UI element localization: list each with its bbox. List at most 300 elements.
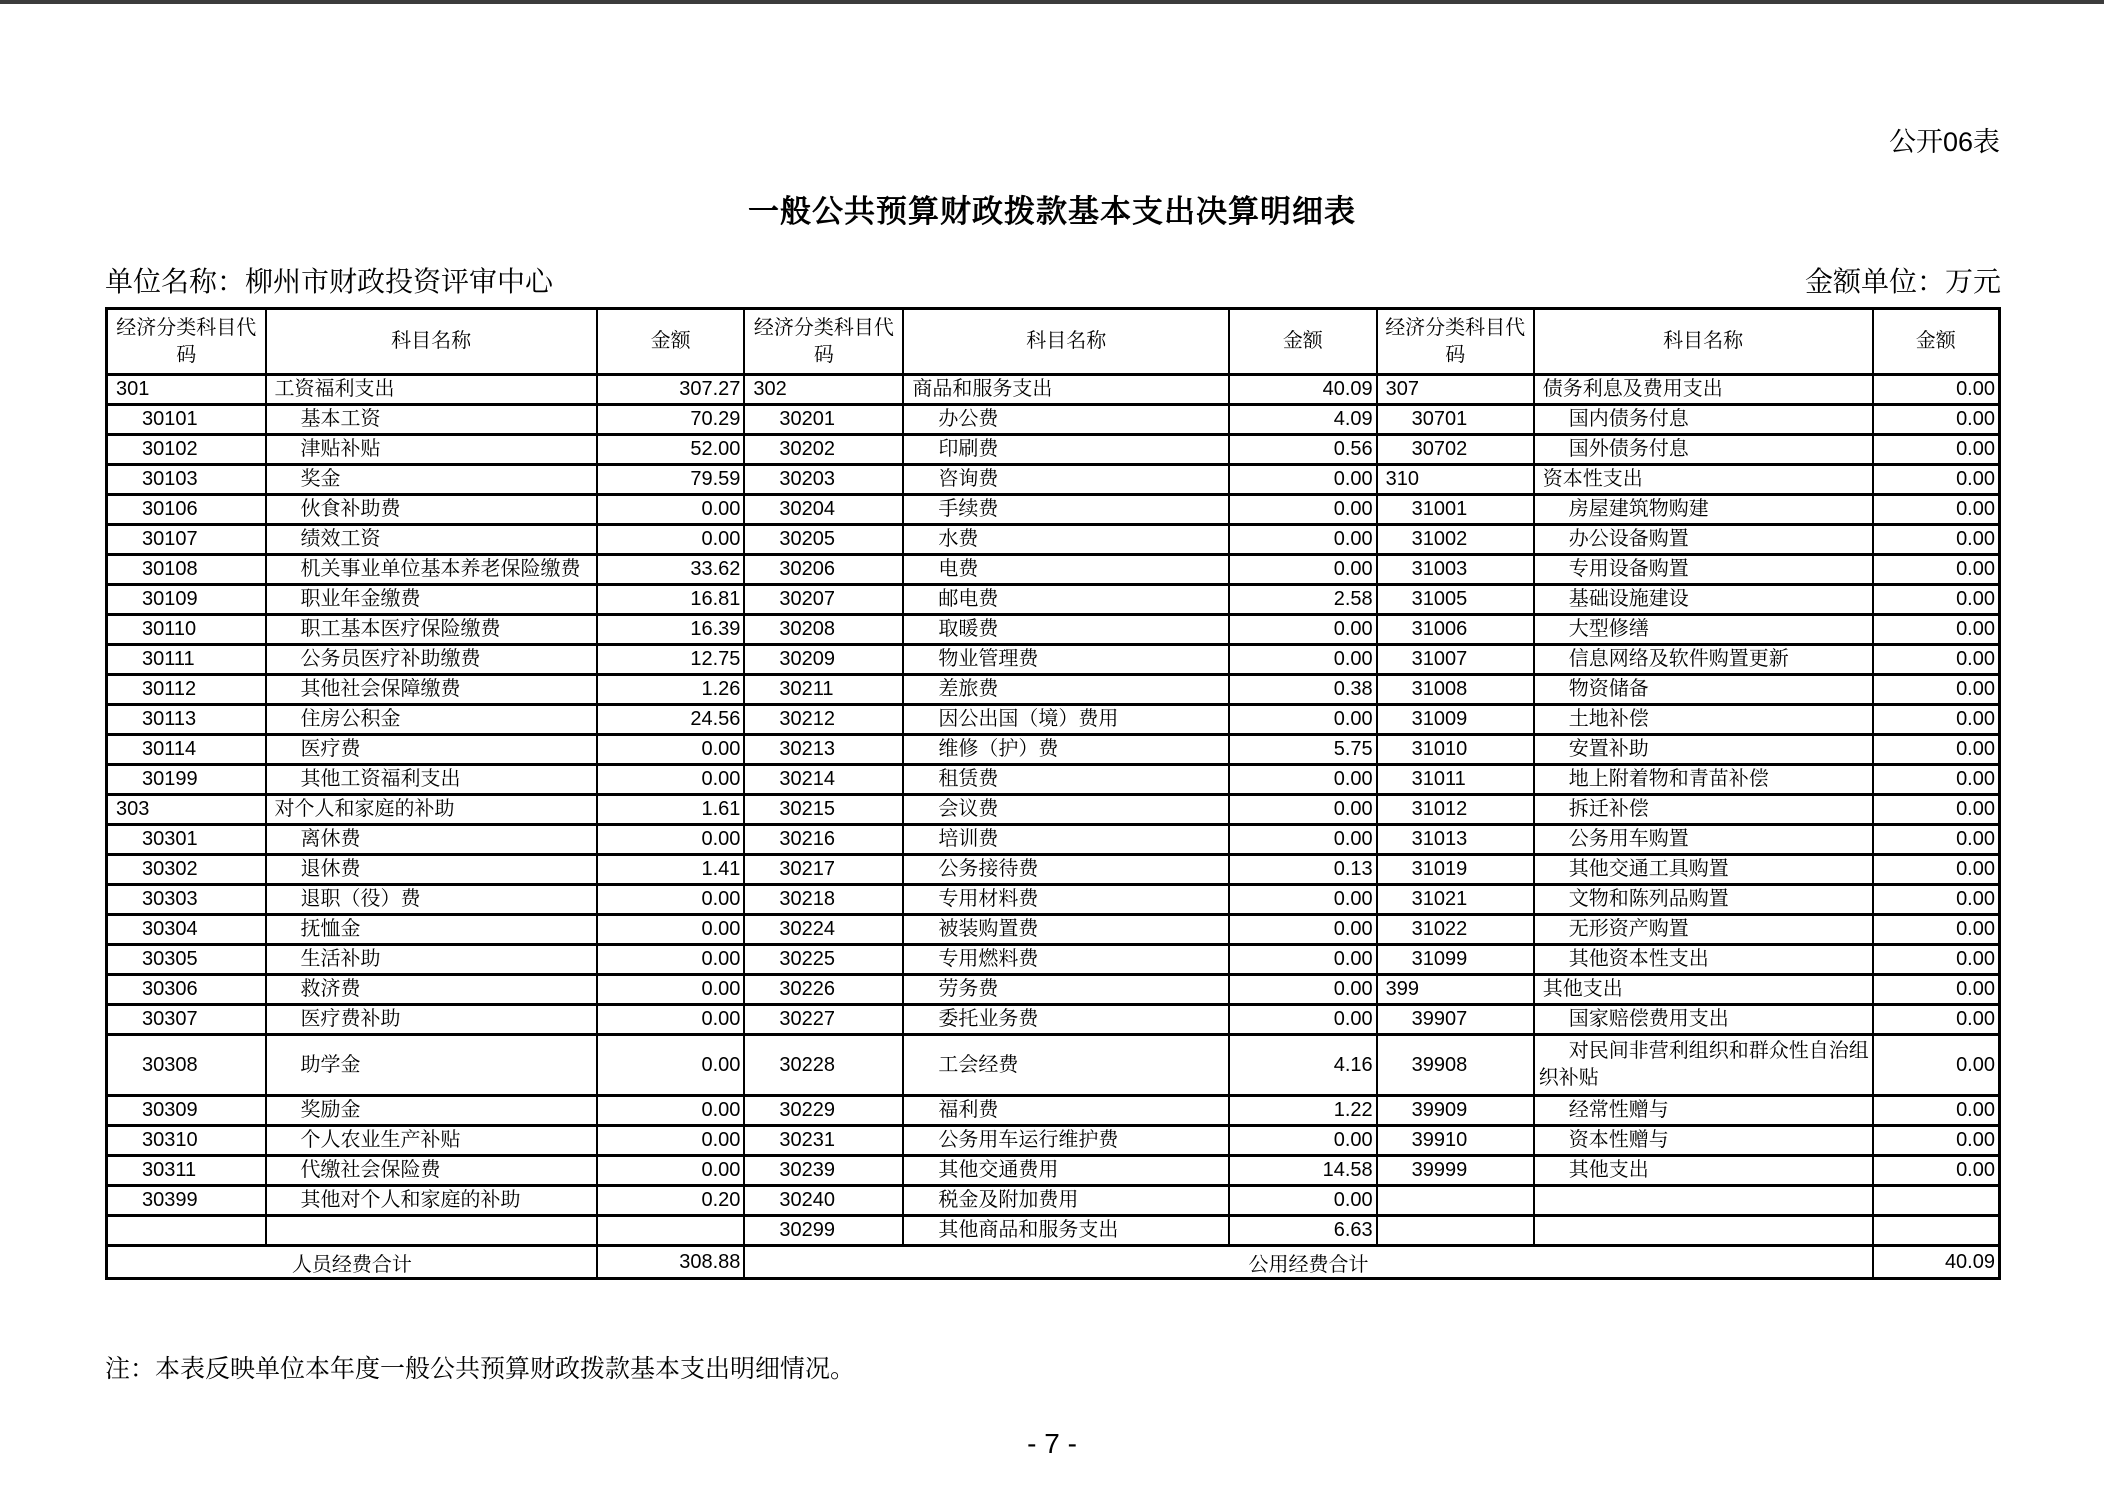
name-cell: 信息网络及软件购置更新 [1534, 645, 1873, 675]
table-row [107, 1126, 2000, 1156]
code-cell: 30204 [744, 495, 903, 525]
name-cell: 办公费 [903, 405, 1229, 435]
code-cell: 30113 [107, 705, 266, 735]
name-cell: 住房公积金 [266, 705, 597, 735]
name-cell: 其他社会保障缴费 [266, 675, 597, 705]
code-cell: 39908 [1377, 1035, 1534, 1096]
code-cell: 31002 [1377, 525, 1534, 555]
amount-cell: 0.00 [597, 1096, 745, 1126]
table-row [107, 1216, 2000, 1246]
name-cell: 对个人和家庭的补助 [266, 795, 597, 825]
name-cell: 其他工资福利支出 [266, 765, 597, 795]
table-row [107, 885, 2000, 915]
code-cell: 30107 [107, 525, 266, 555]
amount-cell: 16.81 [597, 585, 745, 615]
table-row [107, 585, 2000, 615]
code-cell: 30306 [107, 975, 266, 1005]
code-cell: 31019 [1377, 855, 1534, 885]
name-cell [1534, 1186, 1873, 1216]
header-name-3: 科目名称 [1534, 309, 1873, 375]
name-cell: 医疗费 [266, 735, 597, 765]
table-row [107, 465, 2000, 495]
name-cell: 地上附着物和青苗补偿 [1534, 765, 1873, 795]
name-cell: 机关事业单位基本养老保险缴费 [266, 555, 597, 585]
name-cell: 福利费 [903, 1096, 1229, 1126]
code-cell: 30202 [744, 435, 903, 465]
name-cell: 其他支出 [1534, 975, 1873, 1005]
amount-cell: 52.00 [597, 435, 745, 465]
name-cell: 国外债务付息 [1534, 435, 1873, 465]
amount-cell: 0.00 [1873, 1005, 2000, 1035]
amount-cell: 0.00 [1873, 495, 2000, 525]
amount-cell: 0.20 [597, 1186, 745, 1216]
code-cell: 30211 [744, 675, 903, 705]
amount-cell: 0.00 [1873, 765, 2000, 795]
amount-cell: 307.27 [597, 375, 745, 405]
name-cell: 基本工资 [266, 405, 597, 435]
amount-cell: 0.00 [1873, 1096, 2000, 1126]
amount-cell: 5.75 [1229, 735, 1377, 765]
name-cell: 伙食补助费 [266, 495, 597, 525]
code-cell: 30208 [744, 615, 903, 645]
expenditure-table [105, 307, 2001, 1280]
personnel-total-amount: 308.88 [597, 1246, 745, 1279]
amount-cell: 0.00 [1873, 555, 2000, 585]
code-cell: 31012 [1377, 795, 1534, 825]
amount-cell: 0.00 [1229, 705, 1377, 735]
code-cell: 31010 [1377, 735, 1534, 765]
code-cell: 30226 [744, 975, 903, 1005]
name-cell: 资本性支出 [1534, 465, 1873, 495]
totals-row [107, 1246, 2000, 1279]
name-cell: 其他对个人和家庭的补助 [266, 1186, 597, 1216]
name-cell: 劳务费 [903, 975, 1229, 1005]
code-cell: 30112 [107, 675, 266, 705]
amount-cell: 0.00 [1229, 645, 1377, 675]
name-cell: 其他资本性支出 [1534, 945, 1873, 975]
code-cell: 30217 [744, 855, 903, 885]
amount-cell: 0.00 [597, 945, 745, 975]
name-cell: 水费 [903, 525, 1229, 555]
name-cell: 委托业务费 [903, 1005, 1229, 1035]
amount-cell: 0.00 [1873, 585, 2000, 615]
name-cell: 租赁费 [903, 765, 1229, 795]
table-row [107, 945, 2000, 975]
personnel-total-label: 人员经费合计 [107, 1246, 597, 1279]
name-cell: 因公出国（境）费用 [903, 705, 1229, 735]
name-cell: 大型修缮 [1534, 615, 1873, 645]
amount-cell: 12.75 [597, 645, 745, 675]
code-cell: 31009 [1377, 705, 1534, 735]
code-cell: 30108 [107, 555, 266, 585]
name-cell: 咨询费 [903, 465, 1229, 495]
amount-cell: 0.00 [597, 885, 745, 915]
name-cell: 退职（役）费 [266, 885, 597, 915]
code-cell: 30308 [107, 1035, 266, 1096]
amount-cell: 24.56 [597, 705, 745, 735]
amount-cell: 0.00 [1229, 1005, 1377, 1035]
table-row [107, 675, 2000, 705]
amount-cell: 0.00 [597, 1156, 745, 1186]
table-row [107, 975, 2000, 1005]
table-row [107, 1156, 2000, 1186]
table-row [107, 555, 2000, 585]
name-cell: 对民间非营利组织和群众性自治组织补贴 [1534, 1035, 1873, 1096]
code-cell: 30103 [107, 465, 266, 495]
code-cell: 39909 [1377, 1096, 1534, 1126]
amount-cell [597, 1216, 745, 1246]
name-cell: 退休费 [266, 855, 597, 885]
name-cell: 专用材料费 [903, 885, 1229, 915]
name-cell: 被装购置费 [903, 915, 1229, 945]
amount-cell: 0.00 [1873, 675, 2000, 705]
code-cell: 30114 [107, 735, 266, 765]
amount-cell: 0.00 [1873, 975, 2000, 1005]
amount-cell: 33.62 [597, 555, 745, 585]
amount-cell: 0.00 [1873, 375, 2000, 405]
amount-cell: 0.00 [597, 765, 745, 795]
code-cell: 30305 [107, 945, 266, 975]
name-cell: 医疗费补助 [266, 1005, 597, 1035]
amount-cell: 0.00 [1229, 825, 1377, 855]
name-cell: 取暖费 [903, 615, 1229, 645]
code-cell: 30301 [107, 825, 266, 855]
amount-cell: 0.00 [1873, 945, 2000, 975]
name-cell: 其他商品和服务支出 [903, 1216, 1229, 1246]
table-row [107, 495, 2000, 525]
table-row [107, 645, 2000, 675]
amount-cell: 79.59 [597, 465, 745, 495]
amount-cell: 0.00 [597, 525, 745, 555]
code-cell [1377, 1216, 1534, 1246]
amount-cell: 6.63 [1229, 1216, 1377, 1246]
header-row [107, 309, 2000, 375]
public-total-amount: 40.09 [1873, 1246, 2000, 1279]
amount-cell: 1.26 [597, 675, 745, 705]
amount-cell: 0.00 [1873, 405, 2000, 435]
amount-cell: 0.00 [597, 735, 745, 765]
amount-cell: 1.22 [1229, 1096, 1377, 1126]
amount-cell: 0.00 [1873, 525, 2000, 555]
amount-cell: 0.00 [1229, 765, 1377, 795]
name-cell: 代缴社会保险费 [266, 1156, 597, 1186]
code-cell: 30201 [744, 405, 903, 435]
amount-cell: 0.00 [597, 975, 745, 1005]
code-cell: 39999 [1377, 1156, 1534, 1186]
code-cell: 31007 [1377, 645, 1534, 675]
code-cell: 31001 [1377, 495, 1534, 525]
table-body [107, 375, 2000, 1246]
code-cell: 30106 [107, 495, 266, 525]
table-row [107, 405, 2000, 435]
code-cell: 30229 [744, 1096, 903, 1126]
amount-cell: 0.00 [1873, 735, 2000, 765]
code-cell: 30205 [744, 525, 903, 555]
code-cell: 31006 [1377, 615, 1534, 645]
amount-cell: 0.13 [1229, 855, 1377, 885]
name-cell: 公务用车运行维护费 [903, 1126, 1229, 1156]
table-row [107, 375, 2000, 405]
code-cell: 30227 [744, 1005, 903, 1035]
code-cell: 31021 [1377, 885, 1534, 915]
code-cell: 30228 [744, 1035, 903, 1096]
name-cell: 会议费 [903, 795, 1229, 825]
amount-cell: 0.00 [597, 915, 745, 945]
code-cell: 307 [1377, 375, 1534, 405]
code-cell: 39910 [1377, 1126, 1534, 1156]
unit-name-label: 单位名称：柳州市财政投资评审中心 [105, 266, 554, 297]
amount-cell: 0.00 [1873, 1126, 2000, 1156]
table-row [107, 705, 2000, 735]
header-amount-3: 金额 [1873, 309, 2000, 375]
amount-cell: 0.00 [597, 825, 745, 855]
code-cell: 30309 [107, 1096, 266, 1126]
name-cell: 差旅费 [903, 675, 1229, 705]
amount-cell [1873, 1216, 2000, 1246]
code-cell: 30310 [107, 1126, 266, 1156]
amount-cell: 14.58 [1229, 1156, 1377, 1186]
name-cell: 税金及附加费用 [903, 1186, 1229, 1216]
code-cell: 30215 [744, 795, 903, 825]
code-cell: 399 [1377, 975, 1534, 1005]
code-cell: 30299 [744, 1216, 903, 1246]
name-cell: 生活补助 [266, 945, 597, 975]
table-row [107, 825, 2000, 855]
table-row [107, 1005, 2000, 1035]
header-code-1: 经济分类科目代码 [107, 309, 266, 375]
name-cell: 公务员医疗补助缴费 [266, 645, 597, 675]
code-cell: 30303 [107, 885, 266, 915]
amount-cell: 0.00 [1229, 885, 1377, 915]
amount-cell: 0.00 [1229, 795, 1377, 825]
amount-cell [1873, 1186, 2000, 1216]
code-cell: 31022 [1377, 915, 1534, 945]
code-cell: 30307 [107, 1005, 266, 1035]
amount-cell: 16.39 [597, 615, 745, 645]
name-cell: 抚恤金 [266, 915, 597, 945]
amount-cell: 0.00 [1229, 915, 1377, 945]
header-code-2: 经济分类科目代码 [744, 309, 903, 375]
amount-cell: 0.00 [1873, 645, 2000, 675]
amount-cell: 2.58 [1229, 585, 1377, 615]
name-cell: 专用燃料费 [903, 945, 1229, 975]
name-cell: 离休费 [266, 825, 597, 855]
header-amount-2: 金额 [1229, 309, 1377, 375]
code-cell: 30218 [744, 885, 903, 915]
name-cell: 工会经费 [903, 1035, 1229, 1096]
amount-cell: 4.16 [1229, 1035, 1377, 1096]
amount-cell: 0.00 [1229, 975, 1377, 1005]
code-cell: 30110 [107, 615, 266, 645]
amount-cell: 0.56 [1229, 435, 1377, 465]
name-cell: 资本性赠与 [1534, 1126, 1873, 1156]
code-cell: 30399 [107, 1186, 266, 1216]
name-cell: 无形资产购置 [1534, 915, 1873, 945]
code-cell: 31013 [1377, 825, 1534, 855]
code-cell: 30212 [744, 705, 903, 735]
name-cell: 个人农业生产补贴 [266, 1126, 597, 1156]
name-cell: 国家赔偿费用支出 [1534, 1005, 1873, 1035]
code-cell: 39907 [1377, 1005, 1534, 1035]
amount-cell: 0.00 [1873, 705, 2000, 735]
code-cell: 30214 [744, 765, 903, 795]
name-cell: 债务利息及费用支出 [1534, 375, 1873, 405]
code-cell: 30213 [744, 735, 903, 765]
name-cell: 物业管理费 [903, 645, 1229, 675]
name-cell: 房屋建筑物购建 [1534, 495, 1873, 525]
table-row [107, 765, 2000, 795]
amount-cell: 0.00 [1873, 435, 2000, 465]
table-row [107, 1096, 2000, 1126]
table-row [107, 795, 2000, 825]
table-row [107, 615, 2000, 645]
amount-cell: 0.00 [597, 1035, 745, 1096]
amount-cell: 0.00 [597, 1126, 745, 1156]
name-cell [266, 1216, 597, 1246]
code-cell: 30311 [107, 1156, 266, 1186]
name-cell: 工资福利支出 [266, 375, 597, 405]
amount-cell: 0.00 [1229, 555, 1377, 585]
code-cell: 30101 [107, 405, 266, 435]
amount-cell: 0.00 [1229, 525, 1377, 555]
amount-cell: 0.00 [1873, 825, 2000, 855]
name-cell: 维修（护）费 [903, 735, 1229, 765]
amount-cell: 0.00 [1229, 465, 1377, 495]
name-cell: 奖励金 [266, 1096, 597, 1126]
name-cell: 基础设施建设 [1534, 585, 1873, 615]
code-cell: 30216 [744, 825, 903, 855]
table-meta-row [105, 260, 2001, 300]
form-number-label: 公开06表 [1888, 127, 2000, 157]
code-cell: 30302 [107, 855, 266, 885]
amount-cell: 0.00 [597, 495, 745, 525]
table-row [107, 735, 2000, 765]
amount-cell: 40.09 [1229, 375, 1377, 405]
header-amount-1: 金额 [597, 309, 745, 375]
amount-cell: 0.00 [1873, 855, 2000, 885]
amount-cell: 0.00 [1229, 615, 1377, 645]
name-cell: 物资储备 [1534, 675, 1873, 705]
name-cell: 商品和服务支出 [903, 375, 1229, 405]
name-cell: 土地补偿 [1534, 705, 1873, 735]
name-cell: 救济费 [266, 975, 597, 1005]
name-cell: 文物和陈列品购置 [1534, 885, 1873, 915]
code-cell: 31011 [1377, 765, 1534, 795]
code-cell [1377, 1186, 1534, 1216]
name-cell: 电费 [903, 555, 1229, 585]
name-cell: 公务用车购置 [1534, 825, 1873, 855]
code-cell: 303 [107, 795, 266, 825]
name-cell: 职工基本医疗保险缴费 [266, 615, 597, 645]
code-cell: 30203 [744, 465, 903, 495]
amount-cell: 0.00 [1873, 915, 2000, 945]
code-cell: 301 [107, 375, 266, 405]
page-number: - 7 - [1027, 1428, 1077, 1459]
name-cell: 其他支出 [1534, 1156, 1873, 1186]
code-cell: 30199 [107, 765, 266, 795]
name-cell: 奖金 [266, 465, 597, 495]
code-cell: 30702 [1377, 435, 1534, 465]
name-cell: 拆迁补偿 [1534, 795, 1873, 825]
header-name-1: 科目名称 [266, 309, 597, 375]
code-cell: 30102 [107, 435, 266, 465]
code-cell: 30207 [744, 585, 903, 615]
amount-cell: 0.00 [1229, 495, 1377, 525]
page-top-edge-line [0, 0, 2104, 4]
code-cell: 30206 [744, 555, 903, 585]
code-cell: 30209 [744, 645, 903, 675]
amount-cell: 1.41 [597, 855, 745, 885]
name-cell: 其他交通费用 [903, 1156, 1229, 1186]
name-cell: 安置补助 [1534, 735, 1873, 765]
table-row [107, 435, 2000, 465]
amount-cell: 0.00 [1229, 1186, 1377, 1216]
code-cell: 30225 [744, 945, 903, 975]
code-cell: 30231 [744, 1126, 903, 1156]
code-cell: 31099 [1377, 945, 1534, 975]
name-cell: 办公设备购置 [1534, 525, 1873, 555]
amount-cell: 0.00 [1873, 1035, 2000, 1096]
amount-cell: 0.00 [1229, 1126, 1377, 1156]
amount-cell: 0.00 [1873, 465, 2000, 495]
name-cell: 印刷费 [903, 435, 1229, 465]
code-cell: 30224 [744, 915, 903, 945]
amount-cell: 0.38 [1229, 675, 1377, 705]
name-cell [1534, 1216, 1873, 1246]
code-cell: 30111 [107, 645, 266, 675]
name-cell: 绩效工资 [266, 525, 597, 555]
amount-cell: 0.00 [1229, 945, 1377, 975]
amount-cell: 0.00 [1873, 795, 2000, 825]
code-cell: 30701 [1377, 405, 1534, 435]
name-cell: 培训费 [903, 825, 1229, 855]
amount-cell: 70.29 [597, 405, 745, 435]
name-cell: 经常性赠与 [1534, 1096, 1873, 1126]
code-cell: 310 [1377, 465, 1534, 495]
header-code-3: 经济分类科目代码 [1377, 309, 1534, 375]
code-cell: 31005 [1377, 585, 1534, 615]
amount-cell: 1.61 [597, 795, 745, 825]
name-cell: 手续费 [903, 495, 1229, 525]
name-cell: 职业年金缴费 [266, 585, 597, 615]
table-row [107, 855, 2000, 885]
amount-cell: 0.00 [1873, 1156, 2000, 1186]
table-row [107, 915, 2000, 945]
code-cell: 302 [744, 375, 903, 405]
table-row [107, 525, 2000, 555]
name-cell: 其他交通工具购置 [1534, 855, 1873, 885]
amount-cell: 0.00 [1873, 885, 2000, 915]
code-cell [107, 1216, 266, 1246]
table-row [107, 1035, 2000, 1096]
name-cell: 邮电费 [903, 585, 1229, 615]
code-cell: 30109 [107, 585, 266, 615]
public-total-label: 公用经费合计 [744, 1246, 1872, 1279]
table-footnote: 注：本表反映单位本年度一般公共预算财政拨款基本支出明细情况。 [105, 1355, 856, 1383]
table-row [107, 1186, 2000, 1216]
name-cell: 助学金 [266, 1035, 597, 1096]
amount-cell: 4.09 [1229, 405, 1377, 435]
code-cell: 30240 [744, 1186, 903, 1216]
name-cell: 公务接待费 [903, 855, 1229, 885]
amount-cell: 0.00 [597, 1005, 745, 1035]
amount-unit-label: 金额单位：万元 [1804, 266, 2001, 297]
header-name-2: 科目名称 [903, 309, 1229, 375]
amount-cell: 0.00 [1873, 615, 2000, 645]
code-cell: 30239 [744, 1156, 903, 1186]
code-cell: 31003 [1377, 555, 1534, 585]
name-cell: 专用设备购置 [1534, 555, 1873, 585]
